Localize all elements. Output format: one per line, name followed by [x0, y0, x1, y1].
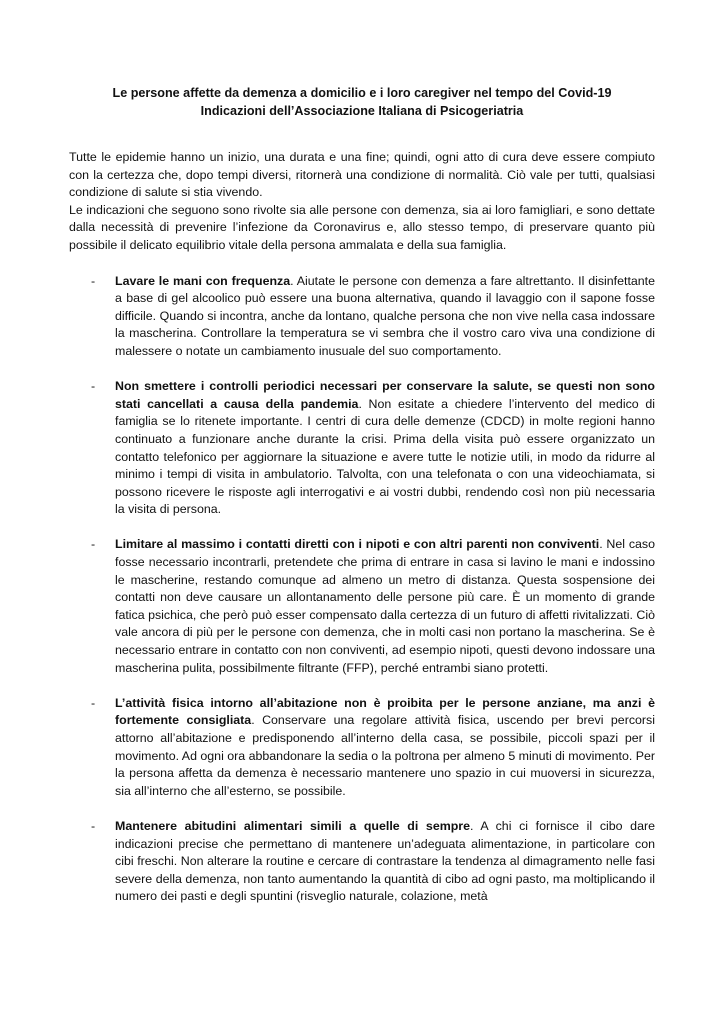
item-heading: Limitare al massimo i contatti diretti con i nipoti e con altri parenti non conviventi [115, 537, 600, 552]
list-dash: - [91, 379, 96, 394]
intro-section [69, 149, 655, 255]
intro-paragraph-2: Le indicazioni che seguono sono rivolte sia alle persone con demenza, sia ai loro famigliari, e sono dettate dalla necessità di prevenire l’infezione da Coronavirus e, allo stesso tempo, di preservare quanto più possibile il delicato equilibrio vitale della persona ammalata e della sua famiglia. [69, 202, 655, 252]
recommendation-list [69, 273, 655, 906]
list-dash: - [91, 695, 96, 710]
item-heading: Non smettere i controlli periodici necessari per conservare la salute, se questi non sono stati cancellati a causa della pandemia [115, 379, 655, 411]
item-heading: Mantenere abitudini alimentari simili a quelle di sempre [115, 818, 471, 833]
list-dash: - [91, 818, 96, 833]
title-line-1: Le persone affette da demenza a domicilio e i loro caregiver nel tempo del Covid-19 [112, 86, 612, 100]
item-text: . Aiutate le persone con demenza a fare altrettanto. Il disinfettante a base di gel alcoolico può essere una buona alternativa, quando il lavaggio con il sapone fosse difficile. Quando si incontra, anche da lontano, qualche persona che non vive nella casa indossare la mascherina. Controllare la temperatura se vi sembra che il vostro caro viva una condizione di malessere o notate un cambiamento inusuale del suo comportamento. [115, 273, 656, 358]
item-text: . Non esitate a chiedere l’intervento del medico di famiglia se lo ritenete importante. I centri di cura delle demenze (CDCD) in molte regioni hanno continuato a funzionare anche durante la crisi. Prima della visita può essere organizzato un contatto telefonico per aggiornare la situazione e avere tutte le notizie utili, in modo da ridurre al minimo i tempi di visita in ambulatorio. Talvolta, con una telefonata o con una videochiamata, si possono ricevere le risposte agli interrogativi e ai vostri dubbi, rendendo così non più necessaria la visita di persona. [115, 396, 655, 517]
item-text: . A chi ci fornisce il cibo dare indicazioni precise che permettano di mantenere un’adeguata alimentazione, in particolare con cibi freschi. Non alterare la routine e cercare di contrastare la tendenza al dimagramento nelle fasi severe della demenza, non tanto aumentando la quantità di cibo ad ogni pasto, ma moltiplicando il numero dei pasti e degli spuntini (risveglio naturale, colazione, metà [115, 818, 655, 904]
list-item [69, 536, 655, 677]
item-text: . Conservare una regolare attività fisica, uscendo per brevi percorsi attorno all’abitazione e predisponendo all’interno della casa, se possibile, piccoli spazi per il movimento. Ad ogni ora abbandonare la sedia o la poltrona per almeno 5 minuti di movimento. Per la persona affetta da demenza è necessario mantenere uno spazio in cui muoversi in sicurezza, sia all’interno che all’esterno, se possibile. [115, 713, 655, 798]
list-dash: - [91, 273, 96, 288]
document-title [69, 84, 655, 120]
item-text: . Nel caso fosse necessario incontrarli, pretendete che prima di entrare in casa si lavino le mani e indossino le mascherine, restando comunque ad almeno un metro di distanza. Questa sospensione dei contatti non deve causare un allontanamento delle persone più care. È un momento di grande fatica psichica, che però può esser compensato dalla certezza di un futuro di affetti rivitalizzati. Ciò vale ancora di più per le persone con demenza, che in molti casi non portano la mascherina. Se è necessario entrare in contatto con non conviventi, ad esempio nipoti, questi devono indossare una mascherina pulita, possibilmente filtrante (FFP), perché entrambi siano protetti. [115, 537, 655, 675]
list-item [69, 378, 655, 519]
item-heading: L’attività fisica intorno all’abitazione non è proibita per le persone anziane, ma anzi è fortemente consigliata [115, 695, 655, 728]
intro-paragraph-1: Tutte le epidemie hanno un inizio, una durata e una fine; quindi, ogni atto di cura deve essere compiuto con la certezza che, dopo tempi diversi, ritornerà una condizione di normalità. Ciò vale per tutti, qualsiasi condizione di salute si stia vivendo. [69, 150, 655, 200]
item-heading: Lavare le mani con frequenza [115, 273, 291, 288]
list-item [69, 695, 655, 801]
list-item [69, 273, 655, 361]
title-line-2: Indicazioni dell’Associazione Italiana di Psicogeriatria [200, 104, 524, 118]
list-item [69, 818, 655, 906]
list-dash: - [91, 537, 96, 552]
